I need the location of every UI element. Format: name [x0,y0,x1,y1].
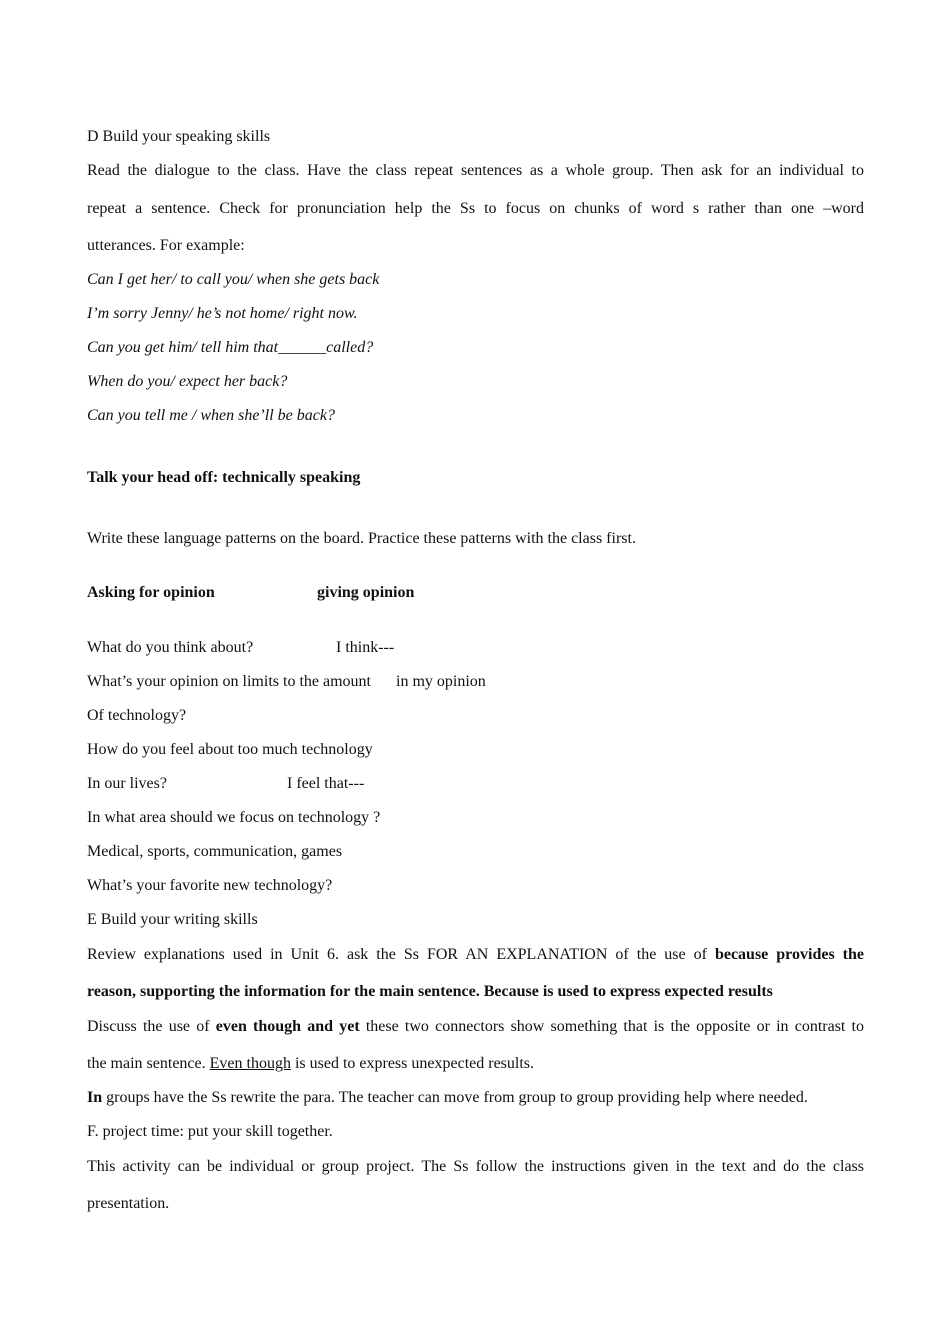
example-sentence: Can you get him/ tell him that______called? [87,339,374,356]
talk-instruction: Write these language patterns on the board. Practice these patterns with the class first. [87,530,636,547]
main-text-end: is used to express unexpected results. [290,1055,535,1072]
main-underlined-text: Even though [209,1055,291,1072]
talk-heading: Talk your head off: technically speaking [87,469,361,486]
column-heading-asking: Asking for opinion [87,584,215,601]
section-e-groups-line [87,1088,808,1108]
asking-phrase: What’s your opinion on limits to the amount [87,673,371,690]
section-e-review-line-2: reason, supporting the information for the main sentence. Because is used to express expected results [87,983,773,1000]
review-text: Review explanations used in Unit 6. ask the Ss FOR AN EXPLANATION of the use of [87,946,715,963]
column-heading-giving: giving opinion [317,584,415,601]
example-sentence: I’m sorry Jenny/ he’s not home/ right now. [87,305,358,322]
section-d-paragraph-line-1: Read the dialogue to the class. Have the class repeat sentences as a whole group. Then ask for an individual to [87,162,864,179]
asking-phrase: In what area should we focus on technology ? [87,809,381,826]
asking-phrase: What do you think about? [87,639,254,656]
groups-text: groups have the Ss rewrite the para. The teacher can move from group to group providing help where needed. [102,1089,808,1106]
giving-phrase: I think--- [336,639,395,656]
example-sentence: When do you/ expect her back? [87,373,288,390]
section-d-heading: D Build your speaking skills [87,128,271,145]
section-e-heading: E Build your writing skills [87,911,258,928]
section-f-heading: F. project time: put your skill together. [87,1123,333,1140]
discuss-bold-text: even though and yet [215,1018,360,1035]
discuss-text: Discuss the use of [87,1018,216,1035]
review-bold-text: because provides the [714,946,864,963]
discuss-text-end: these two connectors show something that is the opposite or in contrast to [359,1018,865,1035]
section-d-paragraph-line-3: utterances. For example: [87,237,245,254]
main-text: the main sentence. [87,1055,210,1072]
section-d-paragraph-line-2: repeat a sentence. Check for pronunciation help the Ss to focus on chunks of word s rather than one –word [87,200,864,217]
asking-phrase: Of technology? [87,707,187,724]
section-e-main-sentence-line [87,1054,534,1074]
groups-bold-text: In [87,1089,103,1106]
section-e-review-line-1 [87,945,864,965]
section-f-line-2: presentation. [87,1195,170,1212]
asking-phrase: What’s your favorite new technology? [87,877,333,894]
asking-phrase: In our lives? [87,775,167,792]
giving-phrase: I feel that--- [287,775,365,792]
section-f-line-1: This activity can be individual or group project. The Ss follow the instructions given in the text and do the class [87,1158,864,1175]
section-e-discuss-line [87,1017,864,1037]
example-sentence: Can I get her/ to call you/ when she gets back [87,271,380,288]
giving-phrase: in my opinion [396,673,486,690]
asking-phrase: Medical, sports, communication, games [87,843,343,860]
asking-phrase: How do you feel about too much technology [87,741,373,758]
example-sentence: Can you tell me / when she’ll be back? [87,407,335,424]
